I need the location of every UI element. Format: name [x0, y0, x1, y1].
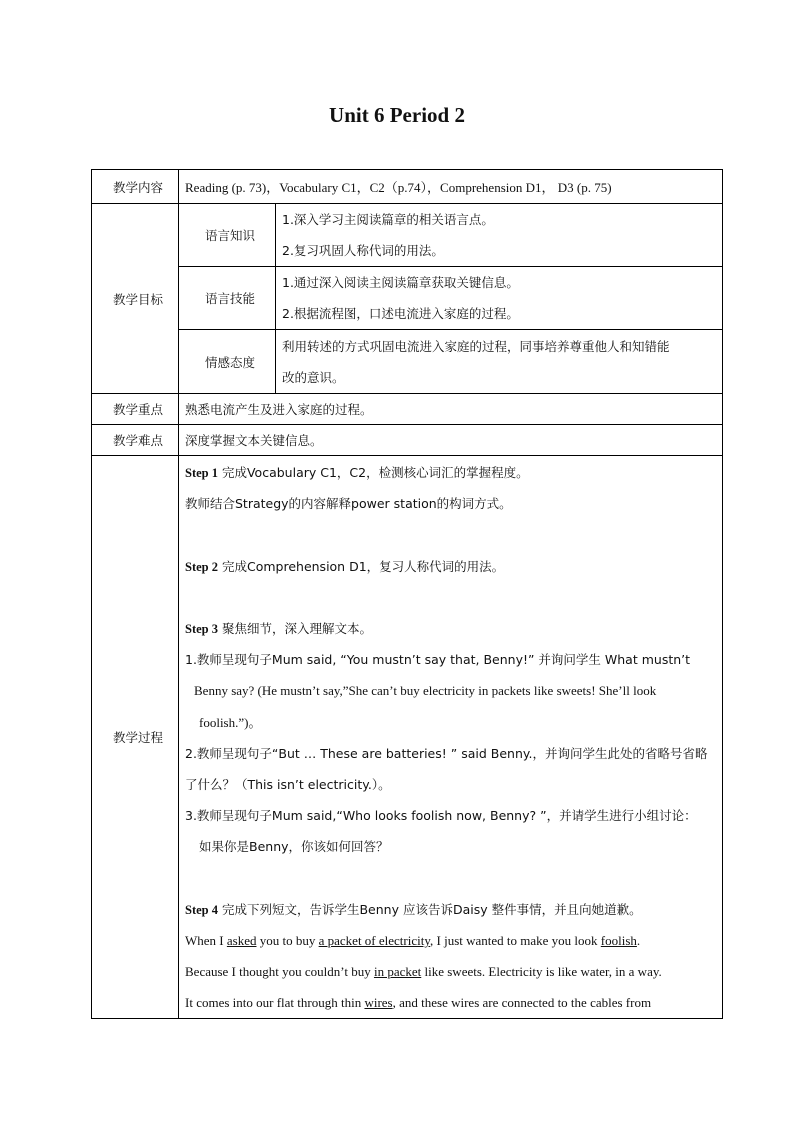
step3-item3-part1: 3.教师呈现句子Mum said,“Who looks foolish now, Benny? ”， [185, 808, 560, 824]
passage-text: you to buy [256, 932, 319, 948]
knowledge-label: 语言知识 [179, 204, 276, 267]
step1-text: 完成Vocabulary C1，C2，检测核心词汇的掌握程度。 [218, 465, 529, 480]
step3-text: 聚焦细节，深入理解文本。 [218, 620, 372, 636]
step3-item3-line1 [185, 800, 722, 831]
difficulties-row [92, 425, 723, 456]
content-row [92, 170, 723, 204]
objectives-knowledge-row [92, 204, 723, 267]
step4-label: Step 4 [185, 902, 218, 917]
step3-item3-part2: 并请学生进行小组讨论： [559, 808, 697, 824]
objectives-skills-row [92, 267, 723, 330]
knowledge-line-1: 1.深入学习主阅读篇章的相关语言点。 [282, 212, 494, 227]
blank-answer: in packet [373, 964, 422, 979]
passage-text: Because I thought you couldn’t buy [185, 964, 374, 979]
skills-line-2: 2.根据流程图，口述电流进入家庭的过程。 [282, 306, 519, 321]
difficulties-label: 教学难点 [92, 425, 179, 456]
objectives-attitude-row [92, 330, 723, 394]
key-points-row [92, 394, 723, 425]
step3-item1-line3: foolish.”)。 [199, 714, 262, 730]
knowledge-cell [276, 204, 723, 267]
blank-answer: wires [364, 995, 393, 1011]
knowledge-line-2: 2.复习巩固人称代词的用法。 [282, 243, 444, 258]
process-cell [179, 456, 723, 1019]
passage-text: When I [185, 932, 227, 948]
objectives-label: 教学目标 [92, 204, 179, 394]
spacer [185, 862, 722, 893]
spacer [185, 582, 722, 613]
step2-text: 完成Comprehension D1，复习人称代词的用法。 [218, 558, 505, 574]
attitude-line-1: 利用转述的方式巩固电流进入家庭的过程，同事培养尊重他人和知错能 [282, 338, 670, 354]
step3-item3-line2: 如果你是Benny，你该如何回答？ [199, 839, 389, 855]
step4-line [185, 894, 722, 925]
passage-text: , and these wires are connected to the cables from [392, 995, 652, 1011]
passage-text: . [636, 932, 641, 948]
page-title: Unit 6 Period 2 [329, 103, 465, 127]
step3-line [185, 613, 722, 644]
blank-answer: a packet of electricity [318, 932, 431, 948]
step3-item1-line1: 1.教师呈现句子Mum said, “You mustn’t say that, Benny!” 并询问学生 What mustn’t [185, 652, 691, 668]
step3-item2-line2: 了什么？（This isn’t electricity.）。 [185, 776, 391, 792]
step1-line [185, 457, 722, 488]
attitude-label: 情感态度 [179, 330, 276, 394]
skills-label: 语言技能 [179, 267, 276, 330]
step3-label: Step 3 [185, 621, 218, 636]
lesson-plan-table [91, 169, 723, 1019]
passage-text: , I just wanted to make you look [430, 932, 601, 948]
attitude-line-2: 改的意识。 [282, 369, 345, 385]
skills-line-1: 1.通过深入阅读主阅读篇章获取关键信息。 [282, 275, 519, 290]
difficulties-text: 深度掌握文本关键信息。 [179, 425, 723, 456]
step2-label: Step 2 [185, 559, 218, 574]
step2-line [185, 551, 722, 582]
process-label: 教学过程 [92, 456, 179, 1019]
key-points-text: 熟悉电流产生及进入家庭的过程。 [179, 394, 723, 425]
spacer [185, 519, 722, 550]
key-points-label: 教学重点 [92, 394, 179, 425]
process-row [92, 456, 723, 1019]
step4-passage-line2 [185, 956, 722, 987]
step3-item1-line2: Benny say? (He mustn’t say,”She can’t buy electricity in packets like sweets! She’ll look [194, 683, 657, 699]
step4-passage-line1 [185, 925, 722, 956]
step4-passage-line3 [185, 987, 722, 1018]
step1-line-2: 教师结合Strategy的内容解释power station的构词方式。 [185, 496, 512, 512]
step3-item2-line1: 2.教师呈现句子“But … These are batteries! ” said Benny.，并询问学生此处的省略号省略 [185, 745, 708, 761]
content-text: Reading (p. 73)，Vocabulary C1，C2（p.74），Comprehension D1， D3 (p. 75) [179, 170, 723, 204]
step4-text: 完成下列短文，告诉学生Benny 应该告诉Daisy 整件事情，并且向她道歉。 [218, 901, 642, 917]
blank-answer: asked [226, 932, 257, 948]
skills-cell [276, 267, 723, 330]
passage-text: It comes into our flat through thin [185, 995, 365, 1011]
attitude-cell [276, 330, 723, 394]
step1-label: Step 1 [185, 466, 218, 480]
passage-text: like sweets. Electricity is like water, in a way. [421, 964, 662, 979]
blank-answer: foolish [600, 932, 637, 948]
content-label: 教学内容 [92, 170, 179, 204]
